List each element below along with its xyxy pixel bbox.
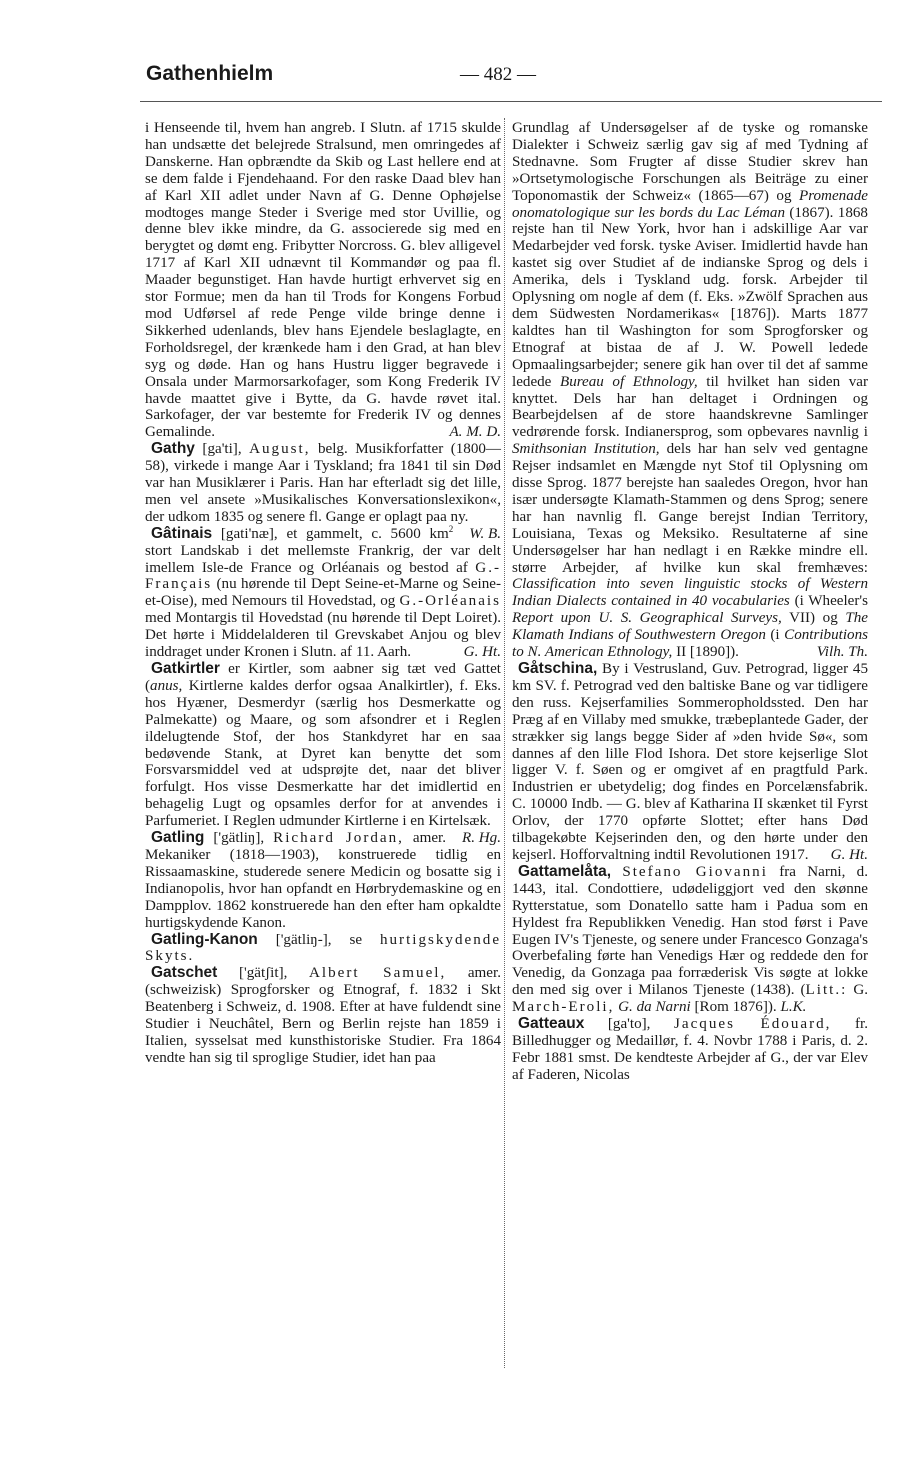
entry-person-name: August, xyxy=(249,441,311,458)
entry-gatschet-continued xyxy=(512,120,868,661)
entry-pronunciation: [ga'ti], xyxy=(202,441,242,458)
entry-text: amer. Mekaniker (1818—1903), konstruerede tidlig en Rissaamaskine, studerede senere Medicin og bosatte sig i Indianopolis, hvor han opfandt en Hørbrydemaskine og en Dampplov. 1862 konstruerede han den efter ham opkaldte hurtigskydende Kanon. xyxy=(145,830,501,931)
entry-person-name: Richard Jordan, xyxy=(273,830,404,847)
entry-text: fra Narni, d. 1443, ital. Condottiere, udødeliggjort ved den skønne Rytterstatue, som Donatello satte ham i Padua som en Hyldest fra Republikken Venedig. Han stod først i Pave Eugen IV's Tjeneste, og senere under Francesco Gonzaga's Overbefaling førte han Venedigs Hær og reddede den for Venedig, da Gonzaga paa forræderisk Vis søgte at lokke den med sig over i Milanos Tjeneste (1438). ( xyxy=(512,863,869,999)
entry-pronunciation: ['gätliŋ], xyxy=(213,830,265,847)
entry-text: VII) og xyxy=(789,610,838,627)
entry-headword: Gattamelåta, xyxy=(518,862,612,880)
entry-spaced-term: Litt.: xyxy=(805,982,848,999)
right-column xyxy=(512,120,868,1084)
entry-person-name: Jacques Édouard, xyxy=(674,1016,832,1033)
entry-headword: Gatling xyxy=(151,829,205,847)
header-rule xyxy=(140,101,882,102)
column-divider xyxy=(504,118,505,1368)
entry-italic: anus, xyxy=(150,677,183,694)
entry-text: amer. (schweizisk) Sprogforsker og Etnograf, f. 1832 i Skt Beatenberg i Schweiz, d. 1908. Efter at have fuldendt sine Studier i Neuchâtel, Bern og Berlin rejste han 1859 i Italien, sysselsat med kunsthistoriske Studier. Fra 1864 vendte han sig til sproglige Studier, idet han paa xyxy=(145,965,501,1066)
superscript: 2 xyxy=(448,523,454,534)
entry-italic: Classification into seven linguistic stocks of Western Indian Dialects contained in 40 vocabularies xyxy=(512,576,868,610)
entry-text: (1867). 1868 rejste han til New York, hvor han i adskillige Aar var Medarbejder ved forsk. tyske Aviser. Imidlertid havde han kastet sig over Studiet af de indianske Sprog og dels i Amerika, dels i Tyskland udg. forsk. Arbejder til Oplysning om nogle af dem (f. Eks. »Zwölf Sprachen aus dem Südwesten Nordamerikas« [1876]). Marts 1877 kaldtes han til Washington for som Sprogforsker og Etnograf at bistaa de af J. W. Powell ledede Opmaalingsarbejder; senere gik han over til det af samme ledede xyxy=(512,204,868,390)
entry-gatling-kanon xyxy=(145,932,501,966)
entry-signature: G. Ht. xyxy=(463,644,501,661)
entry-text: et gammelt, c. 5600 km xyxy=(286,525,449,542)
entry-text: med Montargis til Hovedstad (nu hørende til Dept Loiret). Det hørte i Middelalderen til Grevskabet Anjou og blev inddraget under Kronen i Slutn. af 11. Aarh. xyxy=(145,610,501,661)
entry-spaced-term: G.-Français xyxy=(145,559,501,593)
entry-signature: R. Hg. xyxy=(462,830,501,847)
entry-italic: Bureau of Ethnology, xyxy=(559,373,698,390)
entry-signature: L.K. xyxy=(780,999,807,1016)
entry-headword: Gatschet xyxy=(151,964,218,982)
entry-headword: Gatteaux xyxy=(518,1015,585,1033)
entry-headword: Gatling-Kanon xyxy=(151,930,258,948)
entry-text: er Kirtler, som aabner sig tæt ved Gattet ( xyxy=(145,661,501,694)
entry-headword: Gathy xyxy=(151,440,195,458)
entry-text: G. xyxy=(853,982,868,999)
entry-text: fr. Billedhugger og Medaillør, f. 4. Novbr 1788 i Paris, d. 2. Febr 1881 smst. De kendteste Arbejder af G., der var Elev af Faderen, Nicolas xyxy=(512,1016,868,1083)
entry-signature: G. Ht. xyxy=(830,846,868,863)
entry-signature: Vilh. Th. xyxy=(816,644,868,661)
entry-headword: Gatkirtler xyxy=(151,660,220,677)
entry-pronunciation: ['gätliŋ-], xyxy=(275,931,332,948)
entry-pronunciation: ['gätʃit], xyxy=(238,965,288,982)
entry-text: [Rom 1876]). xyxy=(694,999,777,1016)
entry-signature: W. B. xyxy=(469,525,501,542)
running-header xyxy=(146,62,886,90)
entry-text: belg. Musikforfatter (1800—58), virkede i mange Aar i Tyskland; fra 1841 til sin Død var han Musiklærer i Paris. Han har efterladt sig det lille, men vel ansete »Musikalisches Konversationslexikon«, der udkom 1835 og senere fl. Gange er oplagt paa ny. xyxy=(145,441,502,525)
page-number: — 482 — xyxy=(460,64,536,85)
entry-pronunciation: [gati'næ], xyxy=(220,525,278,542)
entry-gatschina xyxy=(512,661,868,864)
entry-gattamelata xyxy=(512,864,868,1016)
entry-text: stort Landskab i det mellemste Frankrig, der var delt imellem Isle-de France og Orléanais og bestod af xyxy=(145,542,501,576)
entry-italic: G. da Narni xyxy=(618,999,691,1016)
entry-italic: Promenade onomatologique sur les bords du Lac Léman xyxy=(512,187,868,221)
entry-gatschet xyxy=(145,965,501,1066)
entry-italic: Smithsonian Institution, xyxy=(512,441,660,458)
entry-spaced-term: March-Eroli, xyxy=(512,999,615,1016)
entry-person-name: Albert Samuel, xyxy=(309,965,447,982)
entry-italic: Report upon U. S. Geographical Surveys, xyxy=(512,610,782,627)
entry-text: i Henseende til, hvem han angreb. I Slutn. af 1715 skulde han undsætte det belejrede Stralsund, men omringedes af Danskerne. Han opbrændte da Skib og Last hellere end at se dem falde i Fjendehaand. For den raske Daad blev han af Karl XII adlet under Navn af G. Denne Ophøjelse modtoges mange Steder i Sverige med stor Uvillie, og denne blev ikke mindre, da G. associerede sig med en berygtet og dømt eng. Fribytter Norcross. G. blev alligevel 1717 af Karl XII udnævnt til Kommandør og paa fl. Maader begunstiget. Han havde hurtigt erhvervet sig en stor Formue; men da han til Trods for Kongens Forbud mod Udførsel af rede Penge vilde bringe denne i Sikkerhed udenlands, blev hans Ejendele beslaglagte, en Forholdsregel, der krænkede ham i den Grad, at han blev syg og døde. Han og hans Hustru ligger begravede i Onsala under Marmorsarkofager, som Kong Frederik IV havde maattet give i Bytte, da G. havde røvet ital. Sarkofager, der var bestemte for Frederik IV og dennes Gemalinde. xyxy=(145,120,501,441)
entry-text: dels har han selv ved gentagne Rejser indsamlet en Mængde nyt Stof til Oplysning om disse Sprog. 1877 berejste han saaledes Oregon, hvor han især undersøgte Klamath-Stammen og dens Sprog; senere har han navnlig fl. Gange berejst Indian Territory, Louisiana, Texas og Meksiko. Resultaterne af sine Undersøgelser har han nedlagt i en Række mindre ell. større Arbejder, af hvilke kun skal fremhæves: xyxy=(512,441,868,576)
entry-gatteaux xyxy=(512,1016,868,1084)
entry-pronunciation: [ga'to], xyxy=(607,1016,651,1033)
entry-gathenhielm-continued xyxy=(145,120,501,441)
entry-gatinais xyxy=(145,523,501,661)
header-headword: Gathenhielm xyxy=(146,62,274,85)
entry-text: (i xyxy=(770,627,780,644)
entry-italic: Contributions to N. American Ethnology, xyxy=(512,627,868,661)
entry-text: Grundlag af Undersøgelser af de tyske og romanske Dialekter i Schweiz særlig gav sig af med Tydning af Stednavne. Som Frugter af disse Studier skrev han »Ortsetymologische Forschungen als Beiträge zu einer Toponomastik der Schweiz« (1865—67) og xyxy=(512,120,868,204)
entry-text: Kirtlerne kaldes derfor ogsaa Analkirtler), f. Eks. hos Hyæner, Desmerdyr (særlig hos Desmerkatte og Palmekatte) og Maare, og som afsondrer et i Reglen ildelugtende Stof, der hos Stankdyret har en saa bedøvende Stank, at Dyret kan benytte det som Forsvarsmiddel ved at udsprøjte det, naar det bliver forfulgt. Hos visse Desmerkatte har det imidlertid en behagelig Lugt og opsamles derfor for at anvendes i Parfumeriet. I Reglen udmunder Kirtlerne i en Kirtelsæk. xyxy=(145,677,501,830)
entry-cross-reference: hurtigskydende Skyts. xyxy=(145,931,502,965)
entry-headword: Gâtinais xyxy=(151,524,213,542)
entry-headword: Gåtschina, xyxy=(518,660,598,677)
entry-text: II [1890]). xyxy=(676,644,739,661)
entry-text: (i Wheeler's xyxy=(794,593,868,610)
entry-text: til hvilket han siden var knyttet. Dels har han deltaget i Ordningen og Bearbejdelsen af de store haandskrevne Samlinger vedrørende forsk. Indianersprog, som opbevares navnlig i xyxy=(512,373,868,441)
entry-spaced-term: G.-Orléanais xyxy=(399,593,501,610)
entry-person-name: Stefano Giovanni xyxy=(622,863,768,880)
entry-italic: The Klamath Indians of Southwestern Oregon xyxy=(512,610,868,644)
entry-signature: A. M. D. xyxy=(449,424,501,441)
entry-text: By i Vestrusland, Guv. Petrograd, ligger 45 km SV. f. Petrograd ved den baltiske Bane og var tidligere den russ. Kejserfamilies Sommeropholdssted. Den har Præg af en Villaby med smukke, træbeplantede Gader, der strækker sig langs begge Sider af »den hvide Sø«, som dannes af den lille Flod Ishora. Det store kejserlige Slot ligger V. f. Søen og er omgivet af en pragtfuld Park. Industrien er ubetydelig; dog findes en Porcelænsfabrik. C. 10000 Indb. — G. blev af Katharina II skænket til Fyrst Orlov, der 1770 opførte Slottet; efter hans Død tilbagekøbte Kejserinden den, og den hørte under den kejserl. Hofforvaltning indtil Revolutionen 1917. xyxy=(512,661,868,863)
entry-text: se xyxy=(349,931,363,948)
left-column xyxy=(145,120,501,1067)
entry-text: (nu hørende til Dept Seine-et-Marne og Seine-et-Oise), med Nemours til Hovedstad, og xyxy=(145,576,501,610)
